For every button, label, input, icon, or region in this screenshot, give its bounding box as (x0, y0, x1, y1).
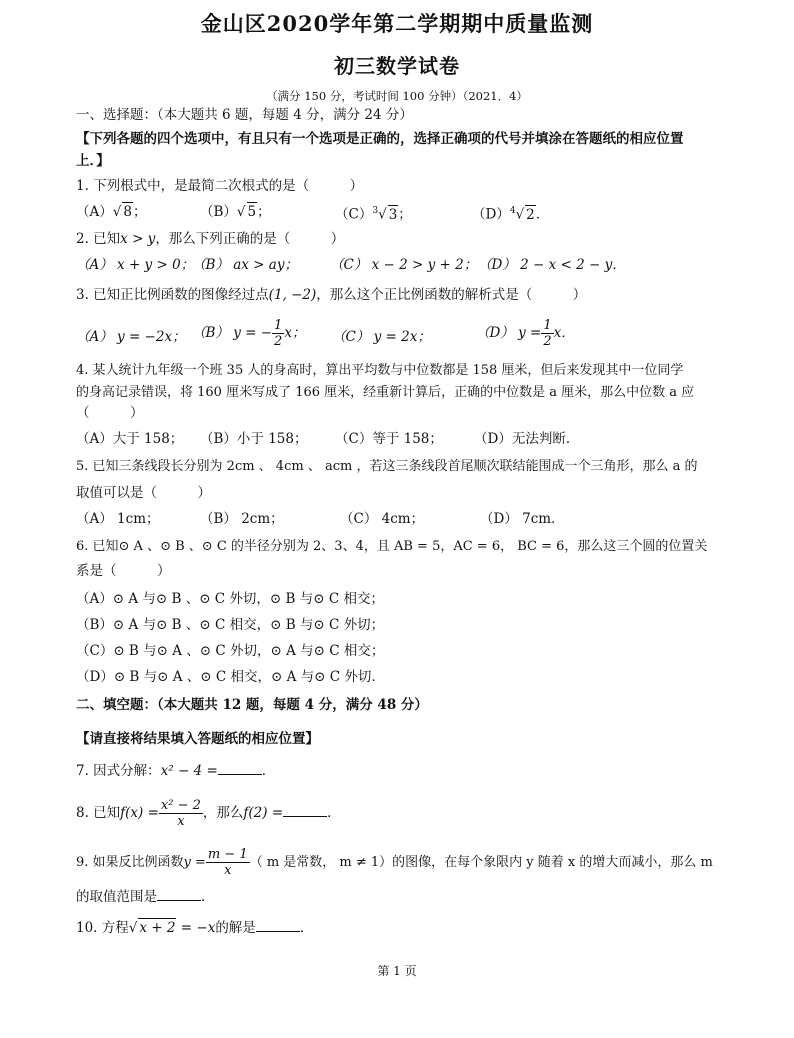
q4-line2: 的身高记录错误，将 160 厘米写成了 166 厘米，经重新计算后，正确的中位数是 a 厘米，那么中位数 a 应 (76, 385, 695, 400)
q1-option-b: （B）√ 5； (200, 204, 271, 220)
q4-option-d: （D）无法判断． (474, 431, 580, 447)
q3-d-fraction (541, 318, 553, 349)
q8-num: x² − 2 (160, 798, 201, 813)
q8-fraction (159, 798, 203, 829)
section2-heading: 二、填空题：（本大题共 12 题，每题 4 分，满分 48 分） (76, 697, 428, 713)
q3-option-c: （C） y = 2x； (332, 329, 431, 345)
q1-c-end: ； (398, 206, 412, 223)
q9-fraction (206, 847, 250, 878)
q8-pre: 8. 已知 (76, 805, 121, 821)
q2-option-a: （A） x + y > 0； (76, 257, 195, 273)
q3-option-b (192, 318, 305, 349)
q6-option-a: （A）⊙ A 与⊙ B 、⊙ C 外切，⊙ B 与⊙ C 相交； (76, 591, 384, 607)
q3-option-d (476, 318, 575, 349)
q3-b-num: 1 (274, 318, 283, 333)
q4-option-c: （C）等于 158； (335, 431, 443, 447)
q2-option-c: （C） x − 2 > y + 2； (330, 257, 478, 273)
q5-option-d: （D） 7cm． (480, 511, 565, 527)
q1-d-index: 4 (509, 206, 516, 216)
q4-line1: 4. 某人统计九年级一个班 35 人的身高时，算出平均数与中位数都是 158 厘米，但后来发现其中一位同学 (76, 363, 684, 378)
q3-stem-post: ，那么这个正比例函数的解析式是（ ） (316, 287, 587, 303)
q5-line1: 5. 已知三条线段长分别为 2cm 、 4cm 、 acm ，若这三条线段首尾顺次联结能围成一个三角形，那么 a 的 (76, 459, 698, 474)
section1-heading: 一、选择题：（本大题共 6 题，每题 4 分，满分 24 分） (76, 107, 413, 123)
q2-option-d: （D） 2 − x < 2 − y． (478, 257, 626, 273)
q1-option-a: （A）√ 8； (76, 204, 147, 220)
q1-d-end: ． (535, 206, 550, 223)
q2-stem-math: x > y (120, 231, 156, 247)
q1-option-c: $(C)^3√$ 3； (335, 206, 412, 223)
q1-c-radicand: 3 (388, 206, 398, 223)
q8 (76, 796, 341, 830)
q10-radicand: x + 2 (139, 920, 176, 936)
q7 (76, 762, 275, 780)
q1-d-radicand: 2 (526, 206, 535, 223)
q8-fx: f(x) = (120, 805, 159, 821)
q10-end: ． (299, 920, 314, 936)
q1-a-end: ； (132, 204, 147, 220)
q1-c-index: 3 (372, 206, 379, 216)
q9-y: y = (183, 855, 206, 870)
exam-info: （满分 150 分，考试时间 100 分钟）（2021．4） (266, 89, 528, 103)
q10-answer-blank (256, 919, 300, 932)
q1-a-radicand: 8 (123, 204, 132, 220)
q9-line2 (76, 888, 215, 906)
q1-c-label: （C） (335, 206, 373, 223)
exam-subtitle: 初三数学试卷 (334, 54, 460, 78)
q3-d-num: 1 (543, 318, 552, 333)
q8-f2: f(2) = (243, 805, 284, 821)
q9-line2-text: 的取值范围是 (76, 889, 157, 905)
q7-post: ． (261, 763, 276, 779)
q10: 10. 方程√ x + 2 = −x的解是 ． (76, 920, 314, 936)
q9-den: x (224, 863, 232, 878)
q1-b-end: ； (257, 204, 271, 220)
q8-den: x (177, 814, 185, 829)
q9-pre: 9. 如果反比例函数 (76, 855, 184, 870)
q7-pre: 7. 因式分解： (76, 763, 161, 779)
q5-line2: 取值可以是（ ） (76, 485, 211, 501)
page-number: 第 1 页 (377, 964, 417, 978)
q2-stem-post: ，那么下列正确的是（ ） (155, 231, 345, 247)
q5-option-c: （C） 4cm； (340, 511, 425, 527)
q4-option-b: （B）小于 158； (200, 431, 308, 447)
exam-title: 金山区2020学年第二学期期中质量监测 (200, 11, 594, 36)
section1-instruction-line1: 【下列各题的四个选项中，有且只有一个选项是正确的，选择正确项的代号并填涂在答题纸的相应位置 (76, 131, 684, 147)
q3-b-fraction (272, 318, 284, 349)
q1-b-label: （B） (200, 204, 237, 220)
q2-option-b: （B） ax > ay； (192, 257, 298, 273)
q3-stem (76, 286, 586, 304)
q7-math: x² − 4 = (160, 763, 218, 779)
section1-instruction-line2: 上．】 (76, 153, 110, 169)
q3-b-pre: （B） y = − (192, 325, 273, 341)
q9-line2-end: ． (201, 889, 215, 905)
q10-post-math: = −x (180, 920, 216, 936)
q1-option-d: $(D)^4√$ 2． (472, 206, 550, 223)
q3-stem-point: (1, −2) (268, 287, 317, 303)
q4-option-a: （A）大于 158； (76, 431, 184, 447)
q1-d-label: （D） (472, 206, 510, 223)
q6-option-d: （D）⊙ B 与⊙ A 、⊙ C 相交，⊙ A 与⊙ C 外切． (76, 669, 385, 685)
q7-answer-blank (218, 762, 262, 775)
section2-instruction: 【请直接将结果填入答题纸的相应位置】 (76, 731, 319, 747)
q3-d-pre: （D） y = (476, 325, 542, 341)
q6-option-c: （C）⊙ B 与⊙ A 、⊙ C 外切，⊙ A 与⊙ C 相交； (76, 643, 385, 659)
q3-d-post: x． (553, 325, 575, 341)
q10-pre: 10. 方程 (76, 920, 129, 936)
q1-b-radicand: 5 (247, 204, 257, 220)
q9-line1 (76, 846, 713, 880)
q6-option-b: （B）⊙ A 与⊙ B 、⊙ C 相交，⊙ B 与⊙ C 外切； (76, 617, 385, 633)
q2-stem (76, 230, 344, 248)
q3-option-a: （A） y = −2x； (76, 329, 186, 345)
q9-answer-blank (157, 888, 201, 901)
q1-a-label: （A） (76, 204, 113, 220)
q3-stem-pre: 3. 已知正比例函数的图像经过点 (76, 287, 269, 303)
q9-post: （ m 是常数， m ≠ 1）的图像，在每个象限内 y 随着 x 的增大而减小，那么 m (249, 855, 713, 870)
q3-b-post: x； (284, 325, 306, 341)
q6-line2: 系是（ ） (76, 563, 171, 579)
q4-line3: （ ） (76, 405, 144, 421)
q1-stem: 1. 下列根式中，是最简二次根式的是（ ） (76, 178, 364, 194)
q5-option-b: （B） 2cm； (200, 511, 284, 527)
q6-line1: 6. 已知⊙ A 、⊙ B 、⊙ C 的半径分别为 2、3、4，且 AB = 5，AC = 6， BC = 6，那么这三个圆的位置关 (76, 539, 708, 554)
q5-option-a: （A） 1cm； (76, 511, 160, 527)
q8-mid: ，那么 (202, 805, 244, 821)
q8-answer-blank (283, 804, 327, 817)
q8-post: ． (327, 805, 341, 821)
q10-post: 的解是 (215, 920, 256, 936)
q3-b-den: 2 (274, 334, 283, 349)
q2-stem-pre: 2. 已知 (76, 231, 121, 247)
q3-d-den: 2 (543, 334, 552, 349)
q9-num: m − 1 (207, 847, 248, 862)
